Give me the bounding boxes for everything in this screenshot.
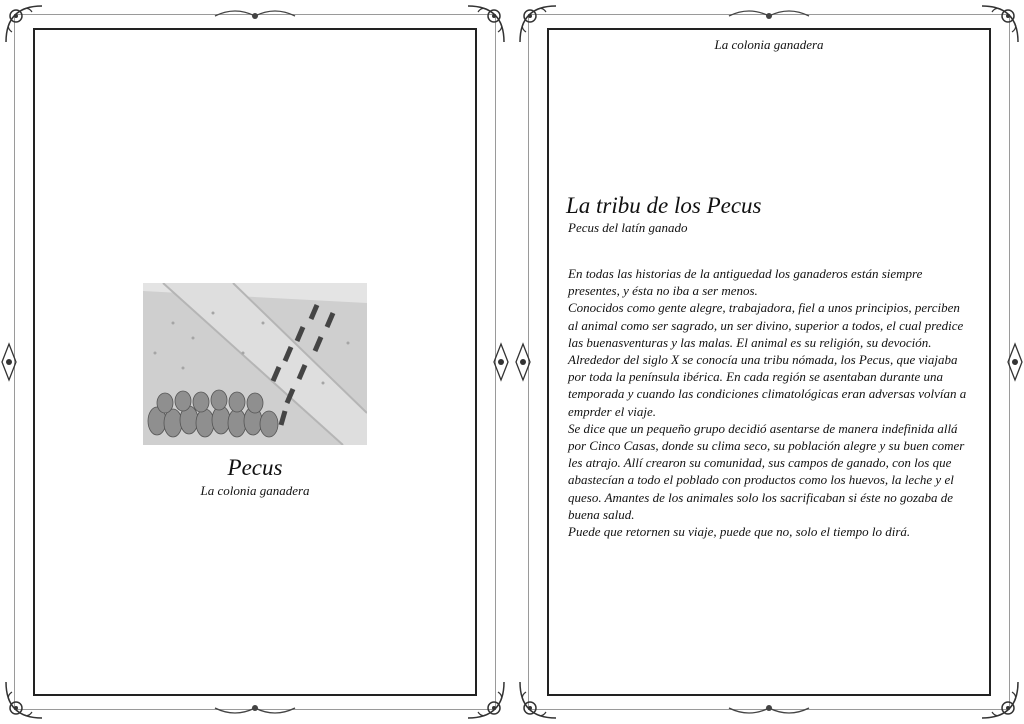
running-head: La colonia ganadera — [714, 37, 824, 52]
article-subtitle: Pecus del latín ganado — [568, 220, 688, 235]
top-scroll-ornament-icon — [210, 4, 300, 26]
floral-corner-ornament-icon — [2, 678, 46, 722]
bottom-scroll-ornament-icon — [210, 698, 300, 720]
article-title: La tribu de los Pecus — [566, 193, 762, 218]
body-paragraph: Puede que retornen su viaje, puede que no, solo el tiempo lo dirá. — [568, 524, 911, 540]
cover-subtitle: La colonia ganadera — [200, 483, 310, 498]
body-paragraph: Se dice que un pequeño grupo decidió asentarse de manera indefinida allá por Cinco Casas, donde su clima seco, su población alegre y su buen comer les atrajo. Allí crearon su comunidad, sus campos de ganado, con los que abastecían a todo el poblado con productos como los huevos, la leche y el queso. Amantes de los animales solo los sacrificaban si éste no gozaba de buena salud. — [568, 420, 965, 522]
side-ornament-icon — [514, 342, 532, 382]
side-ornament-icon — [1006, 342, 1024, 382]
floral-corner-ornament-icon — [978, 678, 1022, 722]
bottom-scroll-ornament-icon — [724, 698, 814, 720]
floral-corner-ornament-icon — [464, 678, 508, 722]
floral-corner-ornament-icon — [516, 678, 560, 722]
article-body — [568, 265, 973, 540]
left-page — [0, 0, 510, 724]
cover-title: Pecus — [227, 455, 283, 480]
side-ornament-icon — [0, 342, 18, 382]
body-paragraph: En todas las historias de la antiguedad los ganaderos están siempre presentes, y ésta no iba a ser menos. — [568, 266, 923, 299]
right-page — [514, 0, 1024, 724]
side-ornament-icon — [492, 342, 510, 382]
floral-corner-ornament-icon — [464, 2, 508, 46]
body-paragraph: Alrededor del siglo X se conocía una tribu nómada, los Pecus, que viajaba por toda la península ibérica. En cada región se asentaban durante una temporada y cuando las condiciones climatológicas eran adversas volvían a emprder el viaje. — [568, 352, 967, 419]
sheep-photo — [143, 283, 367, 445]
top-scroll-ornament-icon — [724, 4, 814, 26]
body-paragraph: Conocidos como gente alegre, trabajadora, fiel a unos principios, perciben al animal como ser sagrado, un ser divino, superior a todos, el cual predice las buenasventuras y las malas. El animal es su religión, su devoción. — [568, 300, 964, 350]
floral-corner-ornament-icon — [2, 2, 46, 46]
